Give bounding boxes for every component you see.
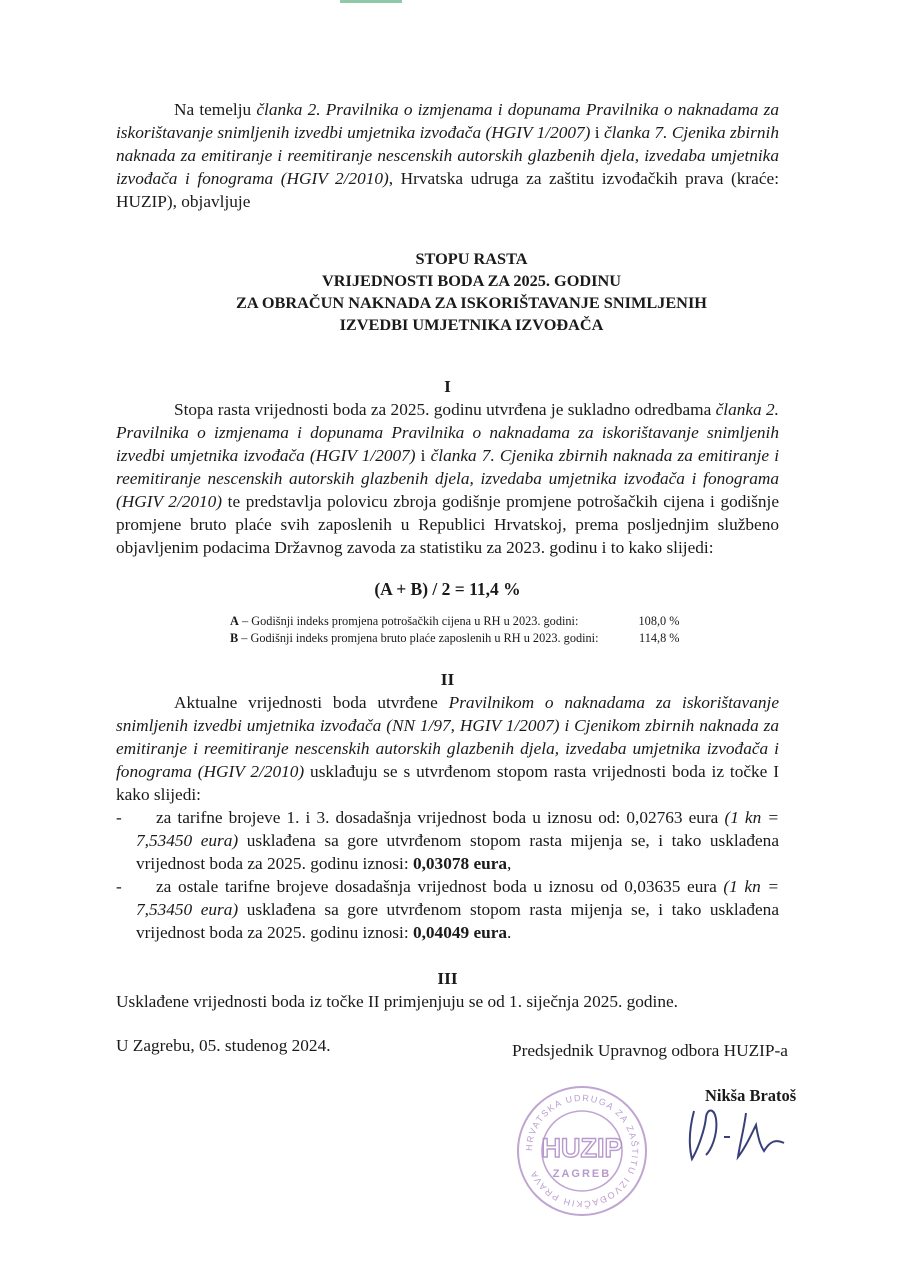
item-1-conversion: (1 kn = 7,53450 eura) [136,808,779,850]
section-2-paragraph [116,691,779,806]
list-item [116,875,779,944]
item-2-text-a: za ostale tarifne brojeve dosadašnja vrijednost boda u iznosu od 0,03635 eura [156,877,724,896]
stamp-ring-text: HRVATSKA UDRUGA ZA ZAŠTITU IZVOĐAČKIH PRAVA [523,1092,641,1210]
document-title [164,248,779,336]
s2-citation: Pravilnikom o naknadama za iskorištavanje snimljenih izvedbi umjetnika izvođača (NN 1/97, HGIV 1/2007) i Cjenikom zbirnih naknada za emitiranje i reemitiranje nescenskih autorskih glazbenih djela, izvedaba umjetnika izvođača i fonograma (HGIV 2/2010) [116,693,779,781]
index-a-text: – Godišnji indeks promjena potrošačkih cijena u RH u 2023. godini: [238,614,579,628]
section-1-paragraph [116,398,779,559]
signatory-role: Predsjednik Upravnog odbora HUZIP-a [512,1041,788,1060]
title-line-4: IZVEDBI UMJETNIKA IZVOĐAČA [339,315,604,334]
document-page [116,98,779,1057]
s1-text-3: te predstavlja polovicu zbroja godišnje promjene potrošačkih cijena i godišnje promjene bruto plaće svih zaposlenih u Republici Hrvatskoj, prema posljednjim službeno objavljenim podacima Državnog zavoda za statistiku za 2023. godinu i to kako slijedi: [116,492,779,557]
intro-text-2: i [590,123,605,142]
s1-text-2: i [415,446,431,465]
section-3-paragraph: Usklađene vrijednosti boda iz točke II primjenjuju se od 1. siječnja 2025. godine. [116,992,678,1011]
list-item [116,806,779,875]
value-list [116,806,779,944]
stamp-center-text: HUZIP [541,1133,623,1163]
item-1-value: 0,03078 eura [412,854,508,873]
intro-text-3: , Hrvatska udruga za zaštitu izvođačkih prava (kraće: HUZIP), objavljuje [116,169,779,211]
list-dash: - [116,808,122,827]
intro-text-1: Na temelju [174,100,257,119]
s1-citation-2: članka 7. Cjenika zbirnih naknada za emitiranje i reemitiranje nescenskih autorskih glazbenih djela, izvedaba umjetnika izvođača i fonograma (HGIV 2/2010) [116,446,779,511]
s2-text-2: usklađuju se s utvrđenom stopom rasta vrijednosti boda iz točke I kako slijedi: [116,762,779,804]
title-line-1: STOPU RASTA [415,249,528,268]
signatory-name: Nikša Bratoš [705,1086,797,1105]
index-b-key: B [230,631,239,645]
signature-block [512,1041,852,1241]
item-2-text-b: usklađena sa gore utvrđenom stopom rasta mijenja se, i tako usklađena vrijednost boda za 2025. godinu iznosi: [136,900,779,942]
stamp-icon [512,1081,652,1221]
index-a-value: 108,0 % [638,614,680,628]
stamp-city-text: ZAGREB [552,1168,612,1180]
intro-citation-2: članka 7. Cjenika zbirnih naknada za emitiranje i reemitiranje nescenskih autorskih glazbenih djela, izvedaba umjetnika izvođača i fonograma (HGIV 2/2010) [116,123,779,188]
item-2-value: 0,04049 eura [412,923,508,942]
item-2-conversion: (1 kn = 7,53450 eura) [136,877,779,919]
item-1-text-b: usklađena sa gore utvrđenom stopom rasta mijenja se, i tako usklađena vrijednost boda za 2025. godinu iznosi: [136,831,779,873]
item-1-text-a: za tarifne brojeve 1. i 3. dosadašnja vrijednost boda u iznosu od: 0,02763 eura [156,808,725,827]
index-a-key: A [230,614,239,628]
section-3-heading: III [437,969,458,988]
top-edge-mark [340,0,402,3]
intro-citation-1: članka 2. Pravilnika o izmjenama i dopunama Pravilnika o naknadama za iskorištavanje snimljenih izvedbi umjetnika izvođača (HGIV 1/2007) [116,100,779,142]
indices-table [230,613,680,647]
index-b-text: – Godišnji indeks promjena bruto plaće zaposlenih u RH u 2023. godini: [238,631,599,645]
list-dash: - [116,877,122,896]
section-1-heading: I [444,377,451,396]
index-b-value: 114,8 % [639,631,680,645]
intro-paragraph [116,98,779,213]
title-line-2: VRIJEDNOSTI BODA ZA 2025. GODINU [322,271,621,290]
item-2-punct: . [507,923,512,942]
title-line-3: ZA OBRAČUN NAKNADA ZA ISKORIŠTAVANJE SNIMLJENIH [236,293,707,312]
s2-text-1: Aktualne vrijednosti boda utvrđene [174,693,449,712]
place-and-date: U Zagrebu, 05. studenog 2024. [116,1036,331,1055]
s1-text-1: Stopa rasta vrijednosti boda za 2025. godinu utvrđena je sukladno odredbama [174,400,716,419]
s1-citation-1: članka 2. Pravilnika o izmjenama i dopunama Pravilnika o naknadama za iskorištavanje snimljenih izvedbi umjetnika izvođača (HGIV 1/2007) [116,400,779,465]
index-row-a [230,613,680,630]
item-1-punct: , [507,854,512,873]
section-2-heading: II [440,670,455,689]
index-row-b [230,630,680,647]
formula: (A + B) / 2 = 11,4 % [374,579,521,599]
